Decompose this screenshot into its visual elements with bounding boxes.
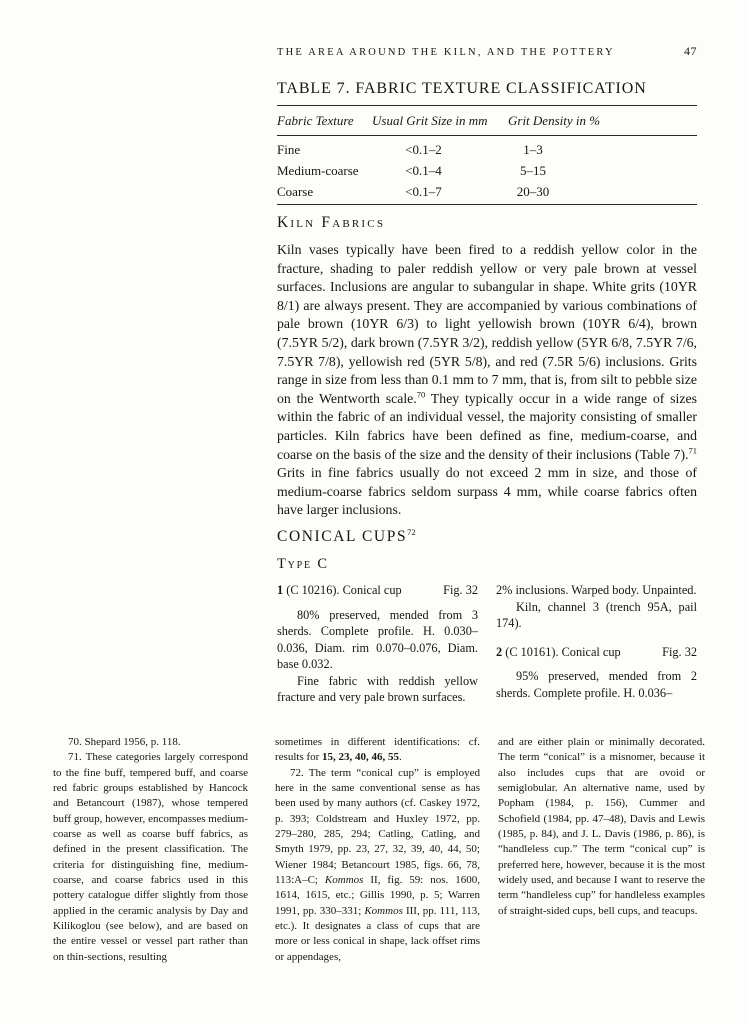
- cell-texture: Medium-coarse: [277, 162, 359, 178]
- footnote-marker-71: 71: [688, 444, 697, 455]
- cell-grit-density: 1–3: [523, 141, 543, 157]
- footnote-marker-70: 70: [416, 389, 426, 400]
- catalogue-column-right: [496, 582, 697, 706]
- entry-1-fabric: Fine fabric with reddish yellow fracture and very pale brown surfaces.: [277, 673, 478, 705]
- running-head: [277, 44, 697, 59]
- footnote-70: 70. Shepard 1956, p. 118.: [68, 736, 181, 748]
- table-row: [277, 160, 697, 181]
- subheading-type-c: Type C: [277, 555, 329, 572]
- footnote-72: [275, 766, 480, 965]
- footnote-text: sometimes in different identifications: cf. results for: [275, 736, 480, 764]
- cell-texture: Fine: [277, 141, 301, 157]
- kommos-italic: Kommos: [364, 904, 403, 917]
- paragraph-text: They typically occur in a wide range of sizes within the fabric of an individual vessel, the majority consisting of smaller particles. Kiln fabrics have been defined as fine, medium-coarse, and coarse on the basis of the size and the density of their inclusions (Table 7).: [277, 390, 698, 462]
- catalogue-entries: [277, 582, 697, 706]
- column-header-grit-size: Usual Grit Size in mm: [372, 113, 488, 128]
- cell-grit-density: 20–30: [516, 183, 550, 199]
- footnote-text: III, pp. 111, 113, etc.). It designates a class of cups that are more or less conical in shape, lack offset rims or appendages,: [275, 904, 480, 963]
- footnotes-section: [53, 735, 705, 965]
- cell-grit-size: <0.1–2: [405, 141, 442, 157]
- column-header-fabric-texture: Fabric Texture: [277, 113, 354, 128]
- paragraph-text: Kiln vases typically have been fired to a reddish yellow color in the fracture, shading to paler reddish yellow or very pale brown at vessel surfaces. Inclusions are angular to subangular in shape. White grits (10YR 8/1) are always present. They are accompanied by various combinations of pale brown (10YR 6/3) to light yellowish brown (10YR 6/4), brown (7.5YR 5/2), dark brown (7.5YR 3/2), reddish yellow (5YR 6/8, 7.5YR 7/6, 7.5YR 7/8), yellowish red (5YR 5/8), and red (7.5R 5/6) inclusions. Grits range in size from less than 0.1 mm to 7 mm, that is, from silt to pebble size on the Wentworth scale.: [277, 242, 697, 406]
- footnote-column-1: [53, 735, 248, 965]
- footnote-71-continued: [275, 735, 480, 766]
- entry-1-header: [277, 582, 478, 599]
- table-row: [277, 139, 697, 160]
- entry-title: (C 10161). Conical cup: [505, 644, 621, 659]
- table-header-row: [277, 106, 697, 135]
- kiln-fabrics-paragraph: [277, 241, 697, 520]
- column-header-grit-density: Grit Density in %: [508, 113, 601, 128]
- footnote-text: 72. The term “conical cup” is employed here in the same conventional sense as has been used by many authors (cf. Caskey 1972, p. 393; Coldstream and Huxley 1972, pp. 279–280, 285, 294; Catling, Catling, and Smyth 1979, pp. 23, 27, 32, 39, 40, 44, 50; Wiener 1984; Betancourt 1985, figs. 66, 78, 113:A–C;: [275, 766, 480, 887]
- entry-number: 2: [496, 644, 503, 659]
- conical-cups-title: CONICAL CUPS: [277, 527, 408, 545]
- cell-grit-size: <0.1–7: [405, 183, 442, 199]
- cell-texture: Coarse: [277, 183, 314, 199]
- entry-2-dimensions: 95% preserved, mended from 2 sherds. Complete profile. H. 0.036–: [496, 669, 697, 700]
- catalogue-number-refs: 15, 23, 40, 46, 55: [322, 751, 400, 764]
- footnote-marker-72: 72: [407, 526, 416, 537]
- footnote-72-continued: and are either plain or minimally decorated. The term “conical” is a misnomer, because it also includes cups that are ovoid or semiglobular. An alternative name, used by Popham (1984, p. 156), Cummer and Schofield (1984, pp. 47–48), Davis and Lewis (1985, p. 84), and J. L. Davis (1986, p. 86), is “handleless cup.” The term “conical cup” is preferred here, however, because it is the most widely used, and because I want to reserve the term “handleless cup” for handleless examples of straight-sided cups, bell cups, and teacups.: [498, 736, 705, 917]
- table-row: [277, 181, 697, 202]
- figure-reference: Fig. 32: [443, 582, 478, 597]
- running-head-title: THE AREA AROUND THE KILN, AND THE POTTERY: [277, 47, 615, 58]
- section-heading-kiln-fabrics: Kiln Fabrics: [277, 214, 386, 231]
- figure-reference: Fig. 32: [662, 644, 697, 659]
- entry-number: 1: [277, 582, 284, 597]
- kommos-italic: Kommos: [324, 874, 364, 887]
- section-heading-conical-cups: [277, 528, 697, 546]
- footnote-column-3: [498, 735, 705, 965]
- paragraph-text: Grits in fine fabrics usually do not exceed 2 mm in size, and those of medium-coarse fabrics seldom surpass 4 mm, while coarse fabrics often have larger inclusions.: [277, 465, 697, 518]
- entry-title: (C 10216). Conical cup: [286, 582, 402, 597]
- cell-grit-density: 5–15: [520, 162, 546, 178]
- footnote-text: II, fig. 59: nos. 1600, 1614, 1615, etc.; Gillis 1990, p. 5; Warren 1991, pp. 330–331;: [275, 874, 480, 917]
- fabric-texture-table: [277, 105, 697, 205]
- entry-1-provenance: Kiln, channel 3 (trench 95A, pail 174).: [496, 599, 697, 631]
- footnote-text: .: [399, 751, 402, 764]
- footnote-column-2: [275, 735, 480, 965]
- entry-1-dimensions: 80% preserved, mended from 3 sherds. Complete profile. H. 0.030–0.036, Diam. rim 0.070–0.076, Diam. base 0.032.: [277, 607, 478, 672]
- catalogue-column-left: [277, 582, 478, 706]
- entry-2-header: [496, 644, 697, 661]
- entry-1-fabric-continued: 2% inclusions. Warped body. Unpainted.: [496, 582, 697, 597]
- table-body: [277, 136, 697, 204]
- table-rule-bottom: [277, 204, 697, 205]
- cell-grit-size: <0.1–4: [405, 162, 442, 178]
- table-title: TABLE 7. FABRIC TEXTURE CLASSIFICATION: [277, 80, 647, 97]
- page-number: 47: [684, 44, 697, 58]
- footnote-71: 71. These categories largely correspond to the fine buff, tempered buff, and coarse red fabric groups established by Hancock and Betancourt (1987), whose tempered buff group, however, encompasses medium-coarse as well as coarse buff fabrics, as defined in the present classification. The criteria for distinguishing fine, medium-coarse, and coarse fabrics used in this pottery catalogue differ slightly from those applied in the ceramic analysis by Day and Kilikoglou (see below), and are based on the entire vessel or vessel part rather than on thin-sections, resulting: [53, 751, 248, 963]
- main-column: [277, 44, 697, 706]
